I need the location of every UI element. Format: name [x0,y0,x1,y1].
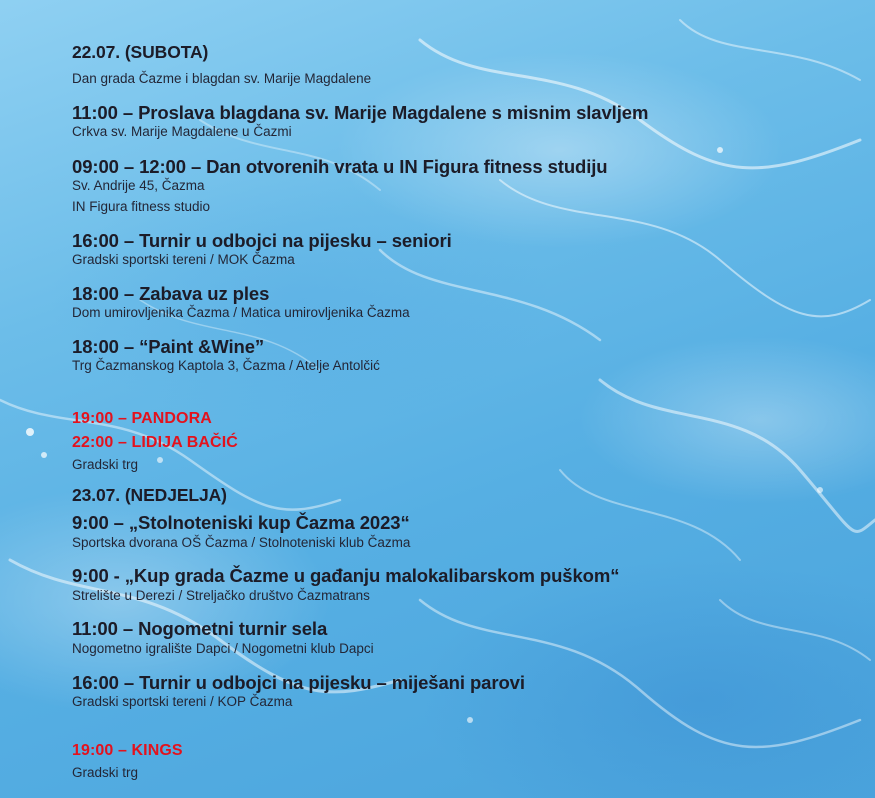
event-title: 9:00 – „Stolnoteniski kup Čazma 2023“ [72,512,410,533]
event-title: 18:00 – Zabava uz ples [72,283,270,304]
event-location: Dom umirovljenika Čazma / Matica umirovljenika Čazma [72,305,410,320]
event-title: 18:00 – “Paint &Wine” [72,336,265,357]
event-location: Trg Čazmanskog Kaptola 3, Čazma / Atelje Antolčić [72,358,380,373]
day2-date: 23.07. (NEDJELJA) [72,485,227,505]
event-location: Gradski sportski tereni / MOK Čazma [72,252,295,267]
event-location: Sv. Andrije 45, Čazma [72,178,205,193]
event-location: Strelište u Derezi / Streljačko društvo Čazmatrans [72,588,370,603]
event-location: Gradski sportski tereni / KOP Čazma [72,694,293,709]
concert-lidija-bacic: 22:00 – LIDIJA BAČIĆ [72,434,238,451]
event-title: 09:00 – 12:00 – Dan otvorenih vrata u IN Figura fitness studiju [72,156,608,177]
event-title: 11:00 – Nogometni turnir sela [72,618,328,639]
concert-location: Gradski trg [72,457,139,472]
day1-subtitle: Dan grada Čazme i blagdan sv. Marije Magdalene [72,71,372,86]
event-title: 16:00 – Turnir u odbojci na pijesku – miješani parovi [72,672,525,693]
event-organizer: IN Figura fitness studio [72,199,211,214]
event-title: 11:00 – Proslava blagdana sv. Marije Magdalene s misnim slavljem [72,102,649,123]
event-location: Crkva sv. Marije Magdalene u Čazmi [72,124,292,139]
day1-date: 22.07. (SUBOTA) [72,42,209,62]
concert-location: Gradski trg [72,765,139,780]
event-location: Sportska dvorana OŠ Čazma / Stolnoteniski klub Čazma [72,535,411,550]
concert-kings: 19:00 – KINGS [72,742,183,759]
event-title: 9:00 - „Kup grada Čazme u gađanju malokalibarskom puškom“ [72,565,620,586]
event-title: 16:00 – Turnir u odbojci na pijesku – seniori [72,230,452,251]
concert-pandora: 19:00 – PANDORA [72,410,212,427]
event-location: Nogometno igralište Dapci / Nogometni klub Dapci [72,641,374,656]
